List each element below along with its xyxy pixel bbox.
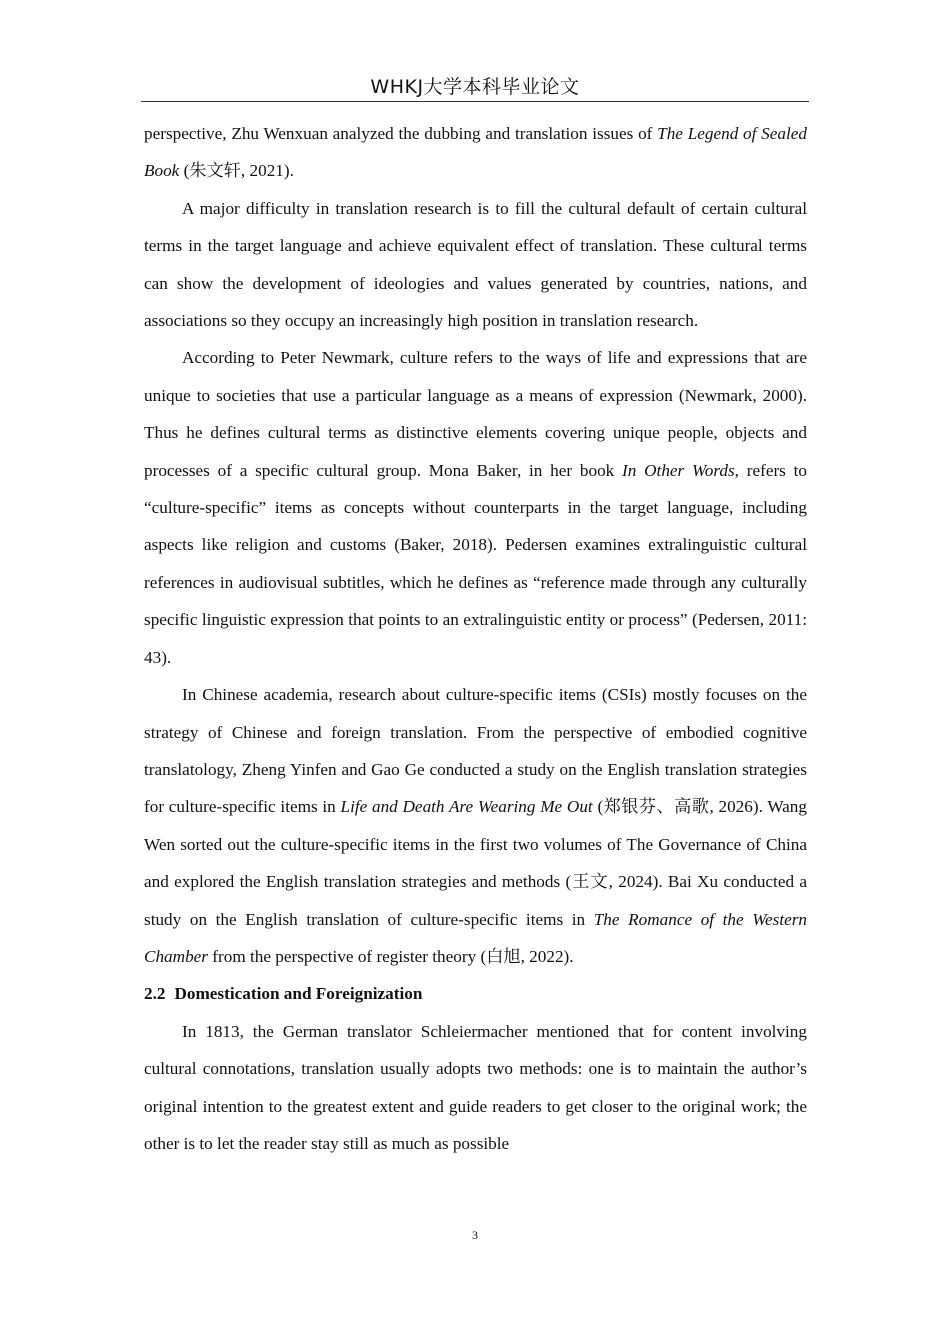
page-number: 3 — [472, 1228, 478, 1242]
section-number: 2.2 — [144, 984, 166, 1004]
paragraph — [144, 676, 807, 975]
text-run: , refers to “culture-specific” items as concepts without counterparts in the target language, including aspects like religion and customs (Baker, 2018). Pedersen examines extralinguistic cultural references in audiovisual subtitles, which he defines as “reference made through any culturally specific linguistic expression that points to an extralinguistic entity or process” (Pedersen, 2011: 43). — [144, 460, 807, 667]
italic-title: The Romance of the Western Chamber — [144, 909, 808, 966]
header-rule — [141, 101, 809, 102]
section-title: Domestication and Foreignization — [174, 984, 423, 1004]
text-run: perspective, Zhu Wenxuan analyzed the dubbing and translation issues of — [144, 124, 658, 143]
body-text — [144, 115, 807, 1162]
paragraph: In 1813, the German translator Schleiermacher mentioned that for content involving cultural connotations, translation usually adopts two methods: one is to maintain the author’s original intention to the greatest extent and guide readers to get closer to the original work; the other is to let the reader stay still as much as possible — [144, 1021, 807, 1153]
paragraph — [144, 339, 807, 676]
paragraph — [144, 115, 807, 190]
paragraph: A major difficulty in translation research is to fill the cultural default of certain cultural terms in the target language and achieve equivalent effect of translation. These cultural terms can show the development of ideologies and values generated by countries, nations, and associations so they occupy an increasingly high position in translation research. — [144, 198, 807, 331]
text-run: (郑银芬、高歌, 2026). Wang Wen sorted out the culture-specific items in the first two volumes of The Governance of China and explored the English translation strategies and methods (王文, 2024). Bai Xu conducted a study on the English translation of culture-specific items in — [144, 797, 807, 929]
running-header: WHKJ大学本科毕业论文 — [370, 76, 580, 98]
italic-title: Life and Death Are Wearing Me Out — [340, 797, 593, 817]
text-run: (朱文轩, 2021). — [179, 161, 294, 181]
section-heading — [144, 975, 807, 1012]
italic-title: In Other Words — [622, 460, 735, 480]
text-run: In Chinese academia, research about culture-specific items (CSIs) mostly focuses on the strategy of Chinese and foreign translation. From the perspective of embodied cognitive translatology, Zheng Yinfen and Gao Ge conducted a study on the English translation strategies for culture-specific items in — [144, 685, 807, 817]
text-run: According to Peter Newmark, culture refers to the ways of life and expressions that are unique to societies that use a particular language as a means of expression (Newmark, 2000). Thus he defines cultural terms as distinctive elements covering unique people, objects and processes of a specific cultural group. Mona Baker, in her book — [144, 348, 807, 480]
text-run: from the perspective of register theory (白旭, 2022). — [207, 946, 574, 966]
italic-title: The Legend of Sealed Book — [144, 124, 807, 181]
